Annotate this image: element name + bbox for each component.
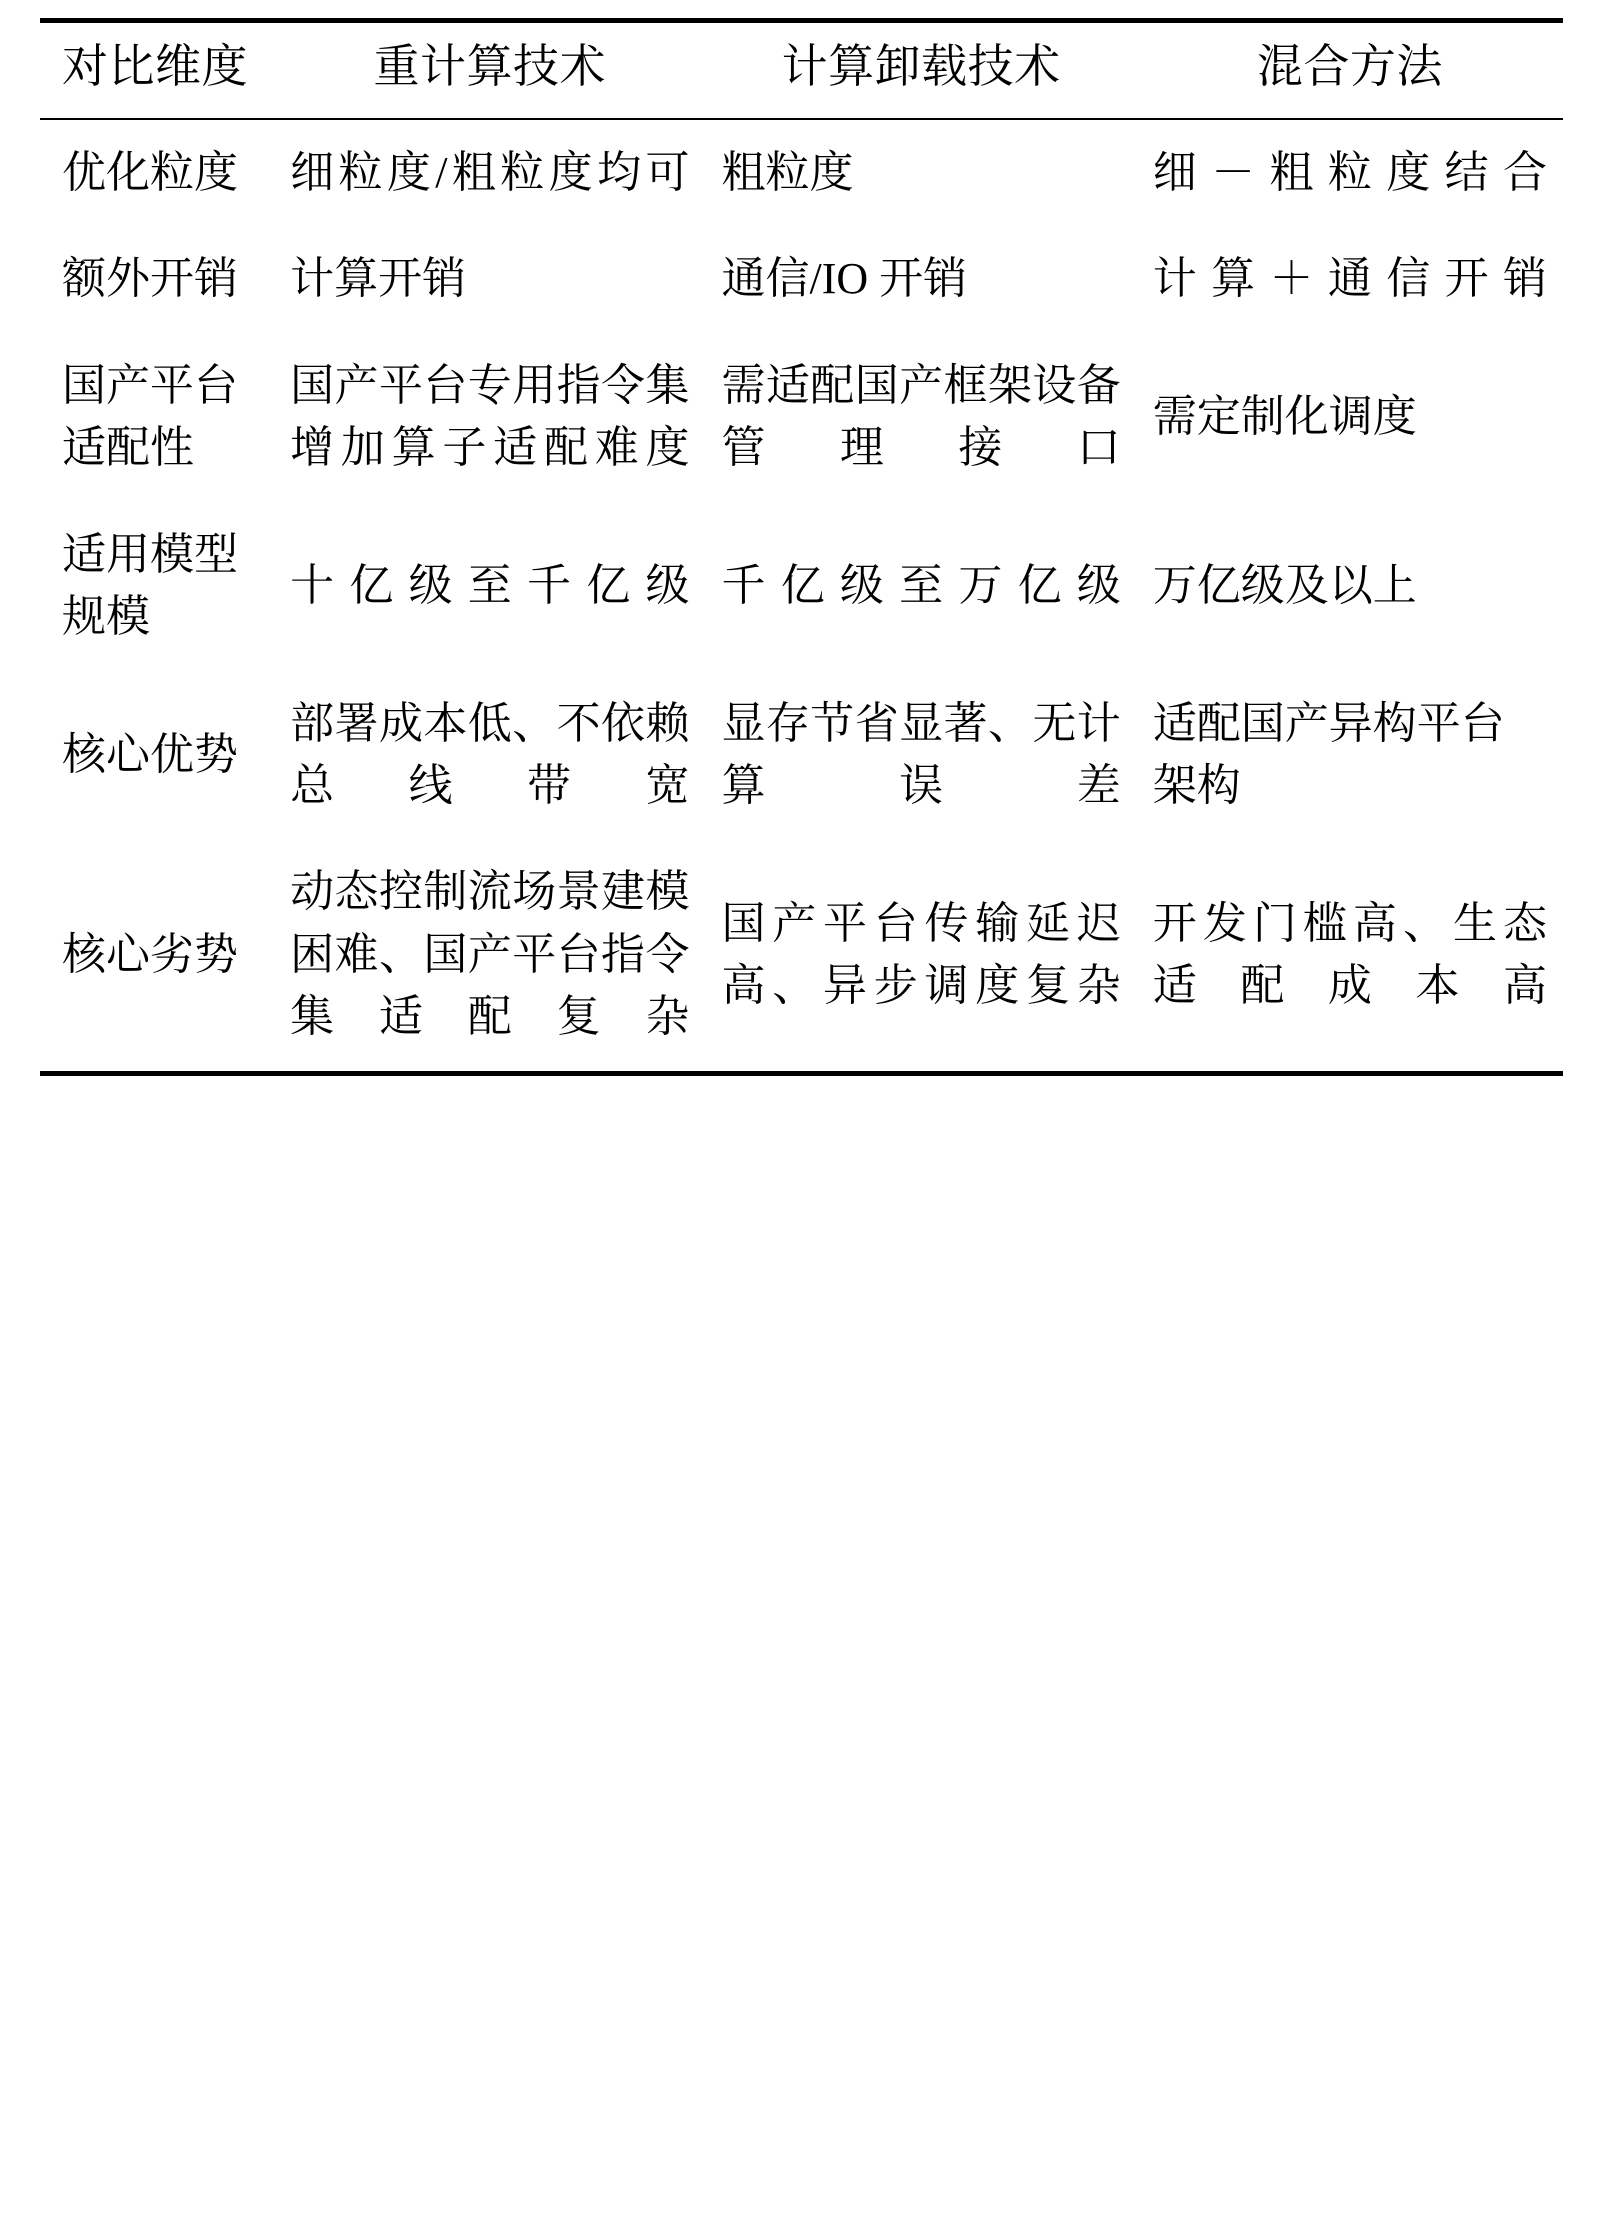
- cell-dimension: 核心优势: [62, 729, 238, 779]
- cell-offload: 千亿级至万亿级: [721, 560, 1121, 610]
- cell-recompute: 十亿级至千亿级: [290, 560, 690, 610]
- cell-offload: 粗粒度: [721, 147, 854, 197]
- header-row: [40, 21, 1563, 119]
- table-row: [40, 333, 1563, 502]
- table-header: [40, 21, 1563, 119]
- cell-offload: 国产平台传输延迟高、异步调度复杂: [721, 898, 1121, 1011]
- table-row: [40, 502, 1563, 671]
- cell-offload: 显存节省显著、无计算误差: [721, 698, 1121, 810]
- cell-recompute: 国产平台专用指令集增加算子适配难度: [290, 360, 690, 473]
- cell-recompute: 动态控制流场景建模困难、国产平台指令集适配复杂: [290, 867, 690, 1042]
- cell-recompute: 部署成本低、不依赖总线带宽: [290, 698, 690, 810]
- cell-recompute: 计算开销: [290, 254, 467, 304]
- cell-hybrid: 细－粗粒度结合: [1152, 147, 1547, 197]
- cell-hybrid: 计算＋通信开销: [1152, 254, 1547, 304]
- cell-offload: 需适配国产框架设备管理接口: [721, 360, 1121, 473]
- column-header-offload: 计算卸载技术: [705, 21, 1136, 119]
- column-header-recompute: 重计算技术: [274, 21, 705, 119]
- cell-hybrid: 开发门槛高、生态适配成本高: [1152, 898, 1547, 1011]
- cell-hybrid: 万亿级及以上: [1152, 560, 1417, 610]
- cell-dimension: 核心劣势: [62, 929, 238, 979]
- cell-dimension: 额外开销: [62, 254, 238, 304]
- cell-dimension: 适用模型规模: [62, 529, 238, 642]
- table-row: [40, 226, 1563, 332]
- table-row: [40, 671, 1563, 840]
- cell-hybrid: 适配国产异构平台架构: [1152, 698, 1505, 810]
- table-row: [40, 119, 1563, 226]
- cell-recompute: 细粒度/粗粒度均可: [290, 147, 690, 197]
- comparison-table: [40, 18, 1563, 1076]
- cell-hybrid: 需定制化调度: [1152, 391, 1417, 441]
- cell-offload: 通信/IO 开销: [721, 254, 968, 304]
- table-row: [40, 839, 1563, 1073]
- cell-dimension: 国产平台适配性: [62, 360, 238, 473]
- column-header-dimension: 对比维度: [40, 21, 274, 119]
- table-body: [40, 119, 1563, 1074]
- column-header-hybrid: 混合方法: [1137, 21, 1563, 119]
- cell-dimension: 优化粒度: [62, 147, 238, 197]
